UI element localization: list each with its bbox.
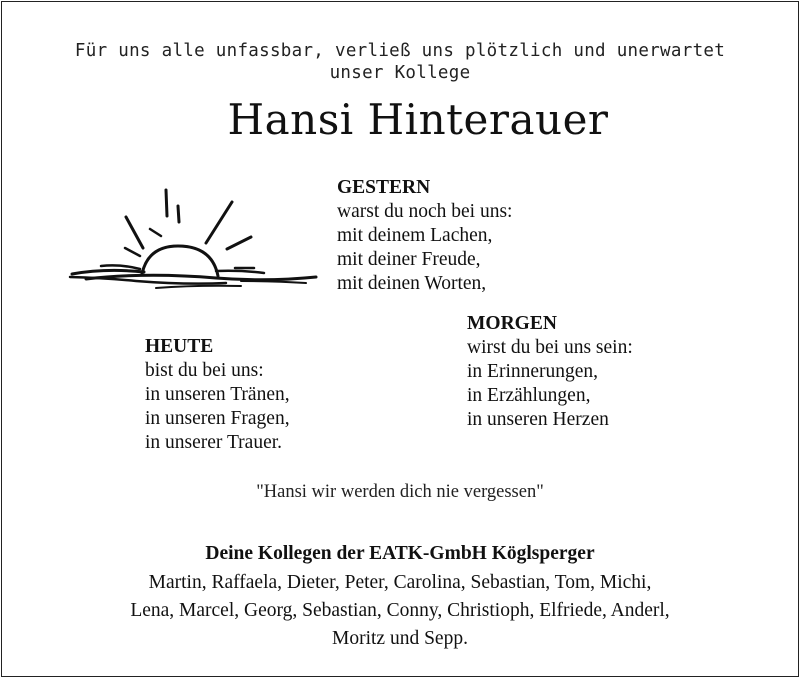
heute-heading: HEUTE bbox=[145, 336, 214, 357]
morgen-line: wirst du bei uns sein: bbox=[467, 337, 633, 358]
gestern-line: mit deiner Freude, bbox=[337, 249, 481, 270]
memorial-quote: "Hansi wir werden dich nie vergessen" bbox=[256, 482, 544, 502]
morgen-block bbox=[467, 312, 633, 432]
gestern-block bbox=[337, 176, 512, 296]
signoff-names-line: Martin, Raffaela, Dieter, Peter, Carolina, Sebastian, Tom, Michi, bbox=[148, 572, 652, 593]
signoff-names-line: Moritz und Sepp. bbox=[332, 628, 468, 649]
deceased-name: Hansi Hinterauer bbox=[227, 95, 609, 144]
sunset-icon bbox=[66, 186, 326, 296]
heute-line: bist du bei uns: bbox=[145, 360, 264, 381]
gestern-line: warst du noch bei uns: bbox=[337, 201, 513, 222]
heute-line: in unserer Trauer. bbox=[145, 432, 283, 453]
gestern-heading: GESTERN bbox=[337, 177, 431, 198]
morgen-line: in Erinnerungen, bbox=[467, 361, 599, 382]
gestern-line: mit deinem Lachen, bbox=[337, 225, 493, 246]
heute-line: in unseren Tränen, bbox=[145, 384, 290, 405]
morgen-line: in unseren Herzen bbox=[467, 409, 609, 430]
intro-line-1: Für uns alle unfassbar, verließ uns plötzlich und unerwartet bbox=[74, 41, 726, 61]
heute-line: in unseren Fragen, bbox=[145, 408, 290, 429]
morgen-line: in Erzählungen, bbox=[467, 385, 591, 406]
morgen-heading: MORGEN bbox=[467, 313, 557, 334]
gestern-line: mit deinen Worten, bbox=[337, 273, 487, 294]
signoff-names-line: Lena, Marcel, Georg, Sebastian, Conny, Christioph, Elfriede, Anderl, bbox=[130, 600, 670, 621]
heute-block bbox=[145, 335, 290, 455]
signoff-title: Deine Kollegen der EATK-GmbH Köglsperger bbox=[205, 543, 595, 564]
intro-line-2: unser Kollege bbox=[329, 63, 471, 83]
